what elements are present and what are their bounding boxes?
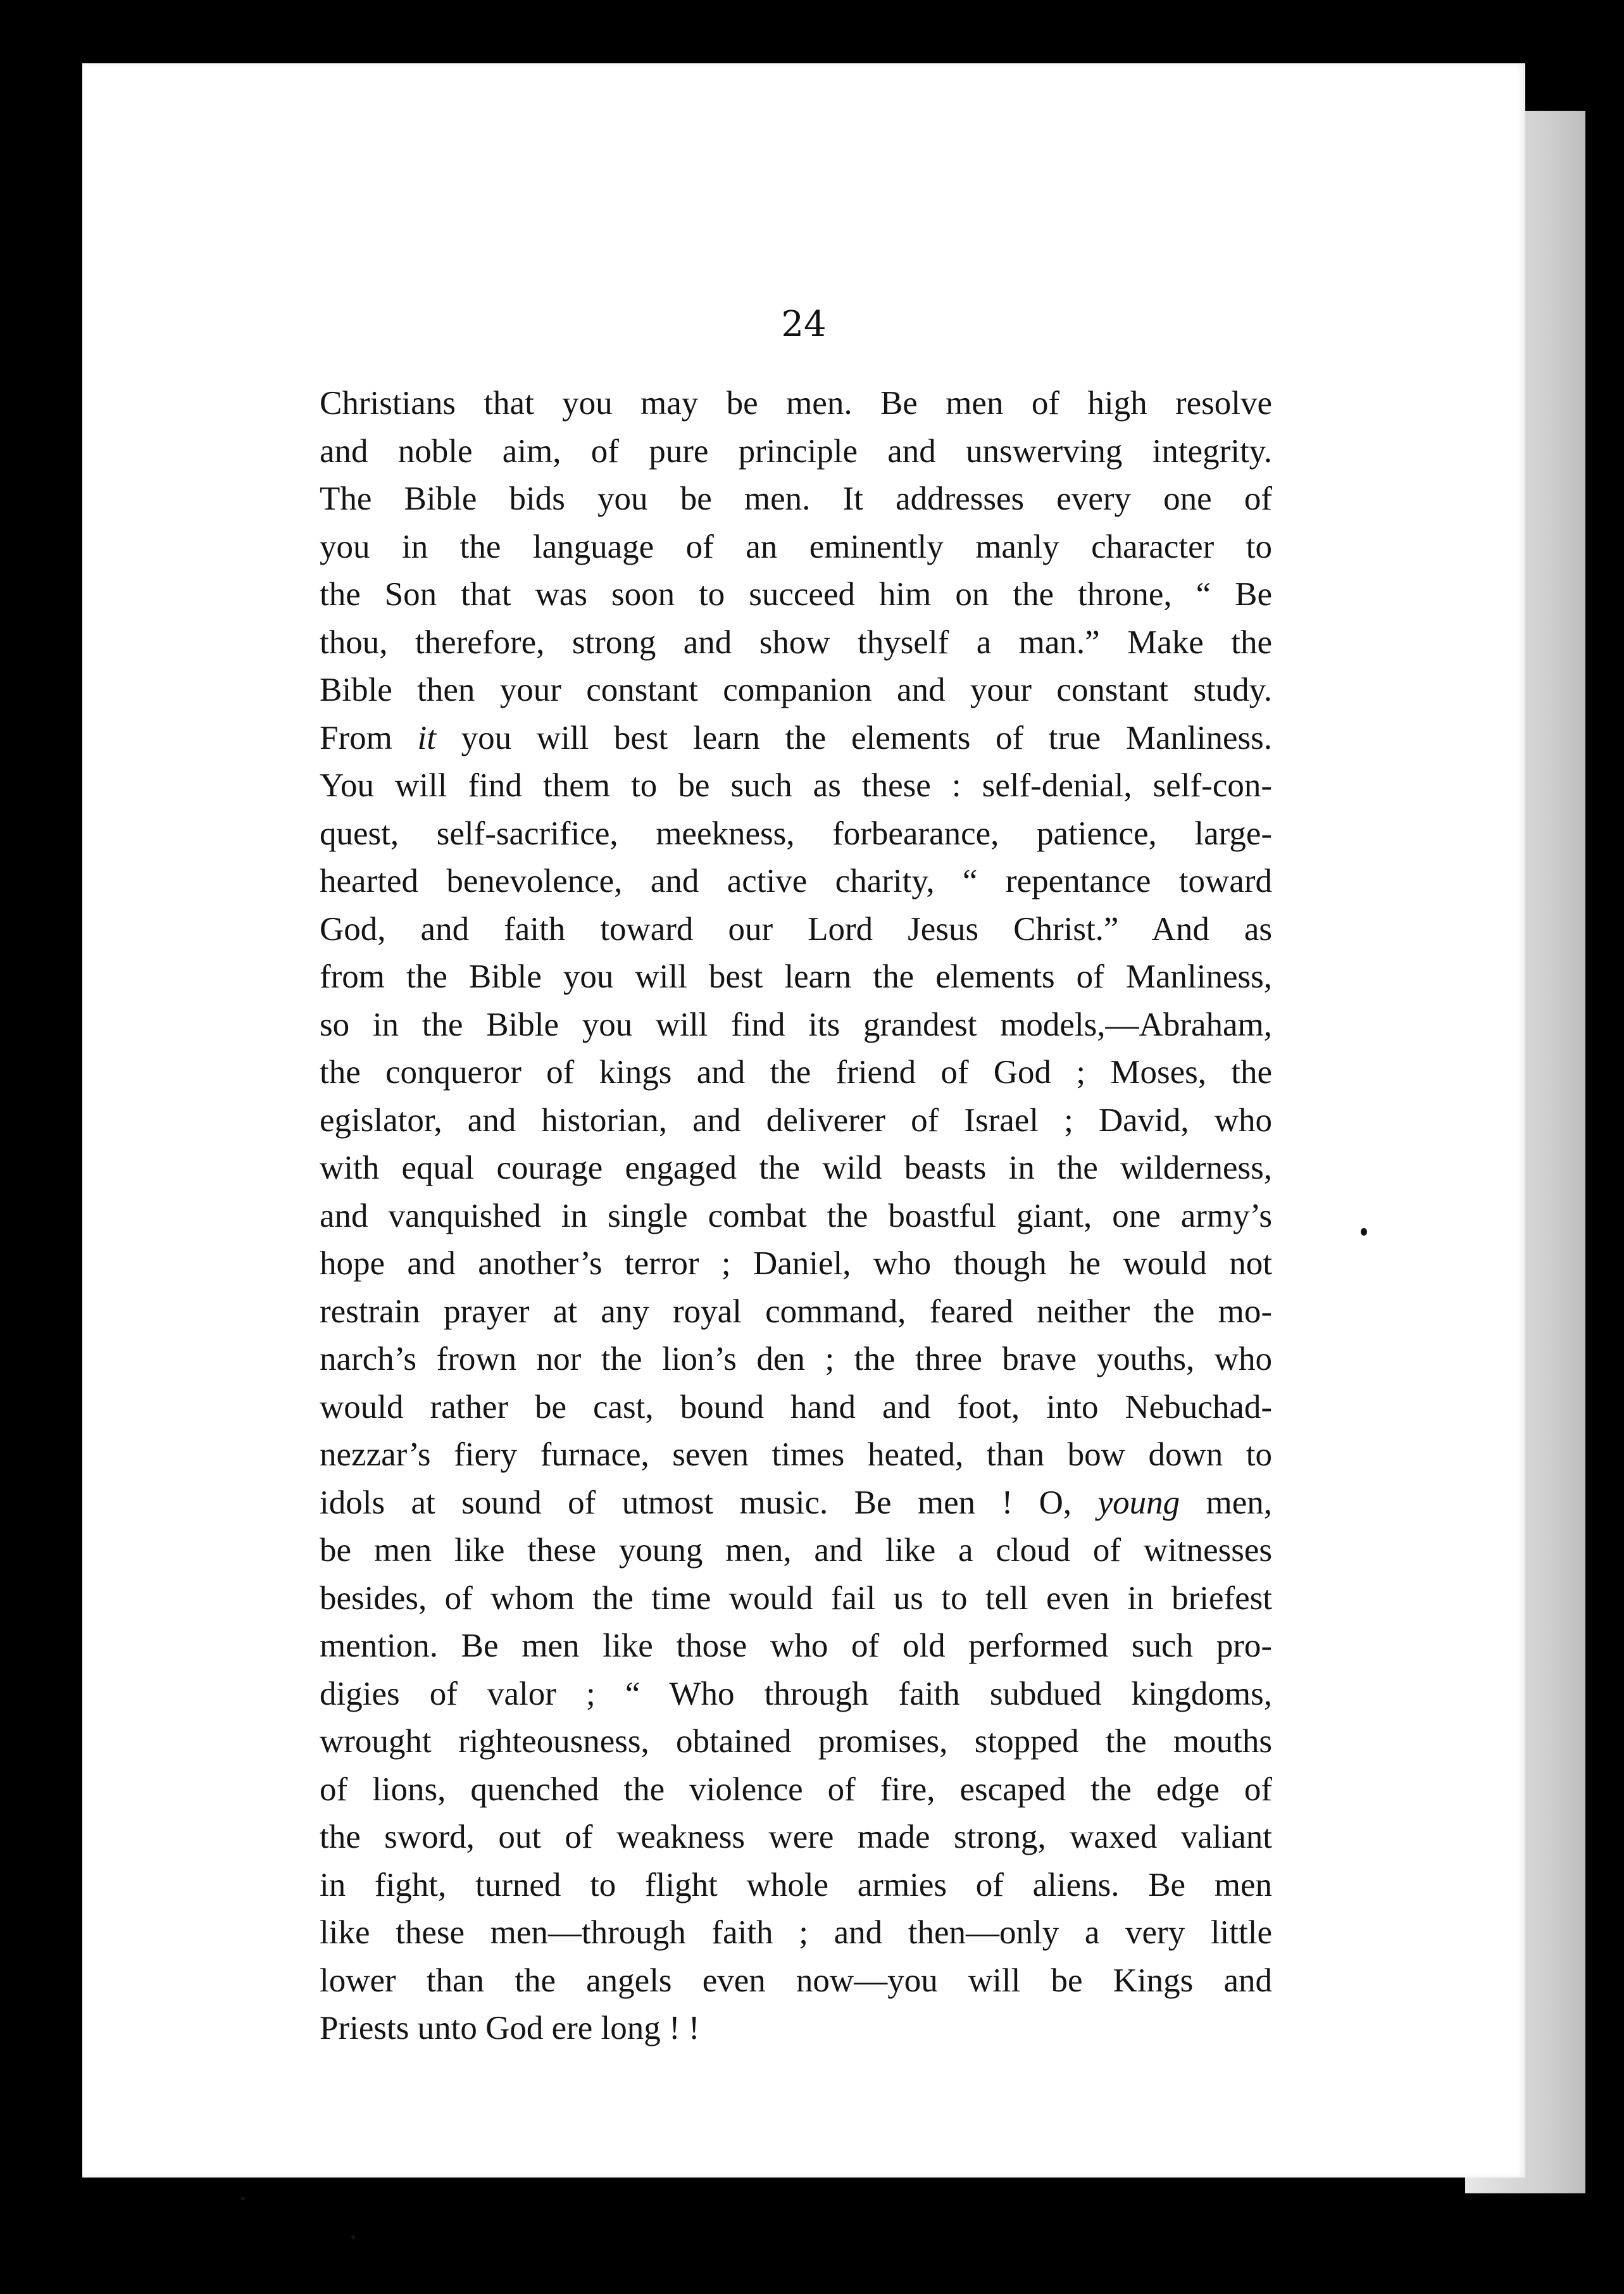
text-line: and vanquished in single combat the boastful giant, one army’s: [320, 1197, 1272, 1234]
text-line: wrought righteousness, obtained promises, stopped the mouths: [320, 1723, 1272, 1760]
text-line: quest, self-sacrifice, meekness, forbearance, patience, large-: [320, 815, 1272, 852]
text-line: like these men—through faith ; and then—only a very little: [320, 1914, 1272, 1951]
text-line: The Bible bids you be men. It addresses every one of: [320, 480, 1272, 517]
text-line: from the Bible you will best learn the elements of Manliness,: [320, 958, 1272, 995]
text-line: restrain prayer at any royal command, feared neither the mo-: [320, 1293, 1272, 1330]
ink-speck: [240, 2197, 246, 2200]
text-line: thou, therefore, strong and show thyself a man.” Make the: [320, 624, 1272, 661]
text-line: hope and another’s terror ; Daniel, who though he would not: [320, 1245, 1272, 1282]
text-line: Christians that you may be men. Be men of high resolve: [320, 385, 1272, 422]
text-line: Bible then your constant companion and your constant study.: [320, 672, 1272, 708]
text-line: Priests unto God ere long ! !: [320, 2010, 700, 2046]
text-line: hearted benevolence, and active charity, “ repentance toward: [320, 863, 1272, 899]
text-line: egislator, and historian, and deliverer of Israel ; David, who: [320, 1101, 1272, 1139]
text-line: You will find them to be such as these : self-denial, self-con-: [320, 767, 1272, 804]
italic-word: it: [417, 719, 436, 756]
text-line: the sword, out of weakness were made strong, waxed valiant: [320, 1819, 1272, 1855]
text-line: besides, of whom the time would fail us to tell even in briefest: [320, 1579, 1272, 1617]
text-line: of lions, quenched the violence of fire, escaped the edge of: [320, 1771, 1272, 1808]
text-segment: idols at sound of utmost music. Be men ! O,: [320, 1484, 1098, 1521]
text-line: so in the Bible you will find its grandest models,—Abraham,: [320, 1006, 1272, 1043]
ink-speck: [351, 2234, 355, 2240]
italic-word: young: [1097, 1484, 1180, 1521]
text-line: and noble aim, of pure principle and unswerving integrity.: [320, 432, 1272, 470]
text-line: nezzar’s fiery furnace, seven times heated, than bow down to: [320, 1436, 1272, 1473]
text-line: God, and faith toward our Lord Jesus Christ.” And as: [320, 910, 1272, 948]
text-line: the conqueror of kings and the friend of God ; Moses, the: [320, 1054, 1272, 1091]
text-line: narch’s frown nor the lion’s den ; the three brave youths, who: [320, 1341, 1272, 1377]
text-line: the Son that was soon to succeed him on the throne, “ Be: [320, 576, 1272, 613]
text-line: mention. Be men like those who of old performed such pro-: [320, 1627, 1272, 1664]
text-line: [320, 715, 1272, 763]
text-segment: you will best learn the elements of true Manliness.: [435, 719, 1272, 756]
text-line: in fight, turned to flight whole armies of aliens. Be men: [320, 1866, 1272, 1903]
ink-speck: [1361, 1228, 1367, 1236]
body-text: [320, 380, 1272, 2053]
text-line: be men like these young men, and like a cloud of witnesses: [320, 1532, 1272, 1569]
text-line: lower than the angels even now—you will be Kings and: [320, 1962, 1272, 1999]
text-line: with equal courage engaged the wild beasts in the wilderness,: [320, 1150, 1272, 1186]
text-line: [320, 1479, 1272, 1527]
text-segment: men,: [1180, 1484, 1272, 1521]
text-segment: From: [320, 719, 418, 756]
page-number: 24: [781, 304, 827, 345]
text-line: would rather be cast, bound hand and foot, into Nebuchad-: [320, 1388, 1272, 1426]
text-line: digies of valor ; “ Who through faith subdued kingdoms,: [320, 1675, 1272, 1712]
text-line: you in the language of an eminently manly character to: [320, 528, 1272, 565]
